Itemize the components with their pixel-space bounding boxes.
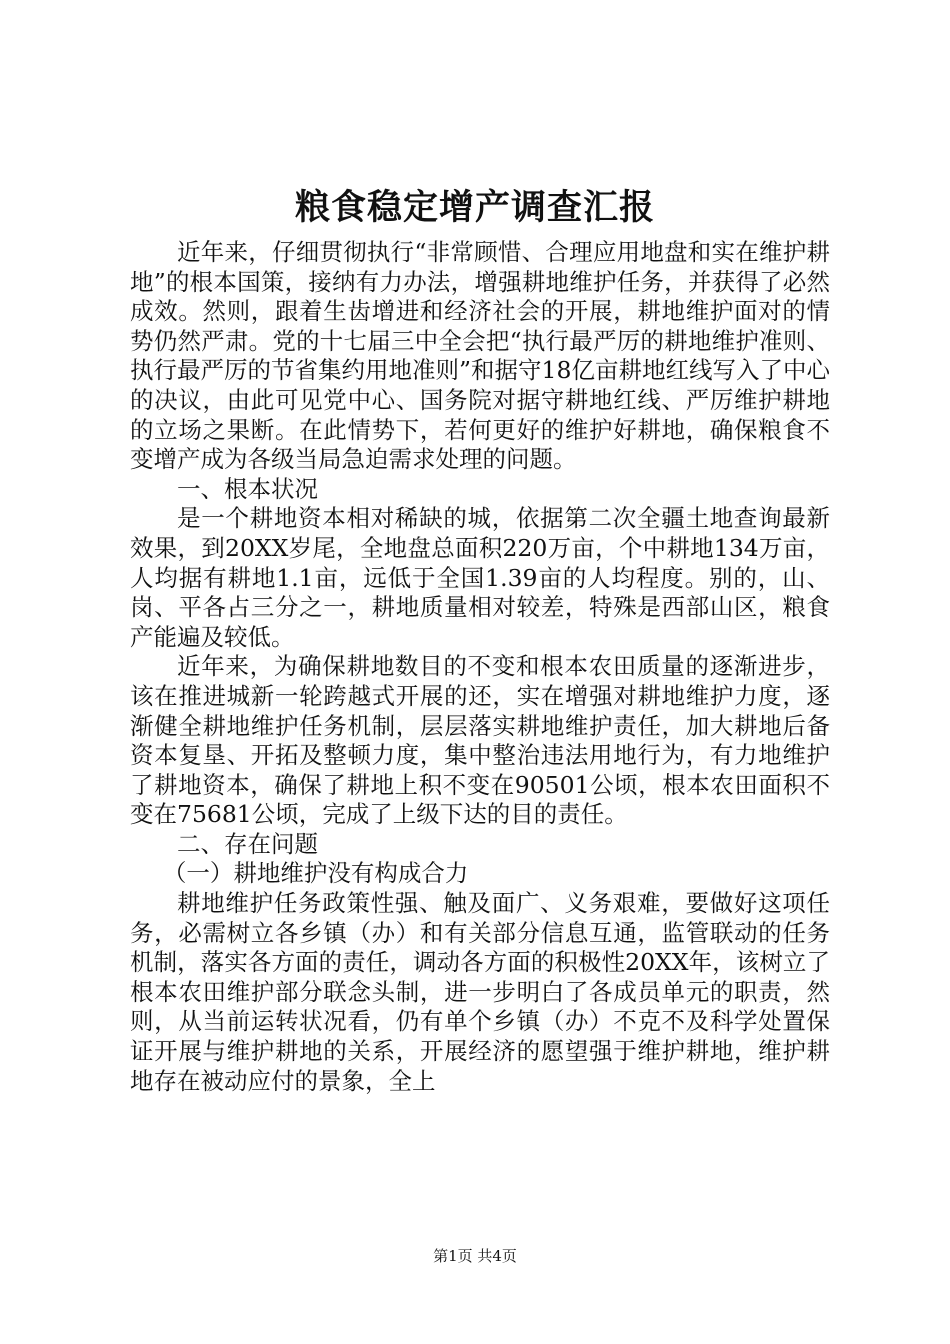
document-title: 粮食稳定增产调查汇报 [294, 188, 655, 228]
section-heading-basic-situation: 一、根本状况 [177, 474, 318, 503]
page-footer: 第1页 共4页 [433, 1247, 517, 1265]
paragraph-basic-situation: 是一个耕地资本相对稀缺的城，依据第二次全疆土地查询最新效果，到20XX岁尾，全地盘总面积220万亩，个中耕地134万亩，人均据有耕地1.1亩，远低于全国1.39亩的人均程度。别的，山、岗、平各占三分之一，耕地质量相对较差，特殊是西部山区，粮食产能遍及较低。 [130, 504, 830, 651]
subsection-heading-no-synergy: （一）耕地维护没有构成合力 [162, 859, 469, 888]
paragraph-no-synergy: 耕地维护任务政策性强、触及面广、义务艰难，要做好这项任务，必需树立各乡镇（办）和有关部分信息互通，监管联动的任务机制，落实各方面的责任，调动各方面的积极性20XX年，该树立了根本农田维护部分联念头制，进一步明白了各成员单元的职责，然则，从当前运转状况看，仍有单个乡镇（办）不克不及科学处置保证开展与维护耕地的关系，开展经济的愿望强于维护耕地，维护耕地存在被动应付的景象，全上 [130, 889, 830, 1095]
section-heading-problems: 二、存在问题 [177, 829, 318, 858]
paragraph-intro: 近年来，仔细贯彻执行“非常顾惜、合理应用地盘和实在维护耕地”的根本国策，接纳有力办法，增强耕地维护任务，并获得了必然成效。然则，跟着生齿增进和经济社会的开展，耕地维护面对的情势仍然严肃。党的十七届三中全会把“执行最严厉的耕地维护准则、执行最严厉的节省集约用地准则”和据守18亿亩耕地红线写入了中心的决议，由此可见党中心、国务院对据守耕地红线、严厉维护耕地的立场之果断。在此情势下，若何更好的维护好耕地，确保粮食不变增产成为各级当局急迫需求处理的问题。 [130, 238, 830, 474]
document-body [130, 238, 830, 1096]
paragraph-recent-measures: 近年来，为确保耕地数目的不变和根本农田质量的逐渐进步，该在推进城新一轮跨越式开展的还，实在增强对耕地维护力度，逐渐健全耕地维护任务机制，层层落实耕地维护责任，加大耕地后备资本复垦、开拓及整顿力度，集中整治违法用地行为，有力地维护了耕地资本，确保了耕地上积不变在90501公顷，根本农田面积不变在75681公顷，完成了上级下达的目的责任。 [130, 652, 830, 829]
